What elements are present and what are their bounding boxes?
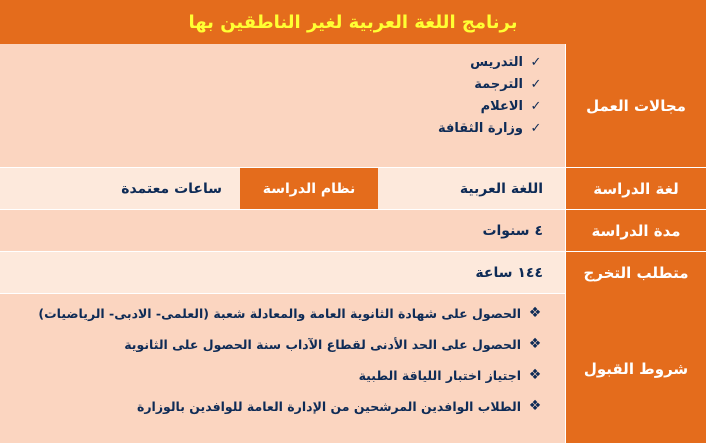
list-item: ❖ اجتياز اختبار اللياقة الطبية — [0, 360, 543, 391]
diamond-bullet-icon: ❖ — [528, 398, 542, 414]
diamond-bullet-icon: ❖ — [528, 367, 542, 383]
check-icon: ✓ — [530, 121, 542, 136]
duration-label: مدة الدراسة — [566, 210, 706, 252]
study-system-label: نظام الدراسة — [240, 168, 378, 209]
list-item: ❖ الطلاب الوافدين المرشحين من الإدارة العامة للوافدين بالوزارة — [0, 391, 543, 422]
study-language-cell — [0, 168, 566, 210]
work-fields-label: مجالات العمل — [566, 44, 706, 168]
admission-list — [0, 294, 565, 422]
diamond-bullet-icon: ❖ — [528, 336, 542, 352]
study-language-label: لغة الدراسة — [566, 168, 706, 210]
check-icon: ✓ — [530, 99, 542, 114]
admission-row — [0, 294, 706, 443]
duration-row — [0, 210, 706, 252]
list-item: ✓ الترجمة — [0, 74, 543, 96]
study-system-value: ساعات معتمدة — [121, 180, 222, 197]
check-icon: ✓ — [530, 77, 542, 92]
list-item: ✓ التدريس — [0, 52, 543, 74]
admission-label: شروط القبول — [566, 294, 706, 443]
admission-cell — [0, 294, 566, 443]
diamond-bullet-icon: ❖ — [528, 305, 542, 321]
work-fields-row — [0, 44, 706, 168]
duration-value: ٤ سنوات — [0, 210, 566, 252]
study-language-value: اللغة العربية — [459, 180, 543, 197]
list-item: ❖ الحصول على شهادة الثانوية العامة والمعادلة شعبة (العلمى- الادبى- الرياضيات) — [0, 298, 543, 329]
graduation-row — [0, 252, 706, 294]
check-icon: ✓ — [530, 55, 542, 70]
list-item: ❖ الحصول على الحد الأدنى لقطاع الآداب سنة الحصول على الثانوية — [0, 329, 543, 360]
list-item: ✓ وزارة الثقافة — [0, 118, 543, 140]
study-language-row — [0, 168, 706, 210]
list-item: ✓ الاعلام — [0, 96, 543, 118]
graduation-value: ١٤٤ ساعة — [0, 252, 566, 294]
work-fields-cell — [0, 44, 566, 168]
work-fields-list — [0, 44, 565, 140]
page-title: برنامج اللغة العربية لغير الناطقين بها — [0, 0, 706, 44]
graduation-label: متطلب التخرج — [566, 252, 706, 294]
